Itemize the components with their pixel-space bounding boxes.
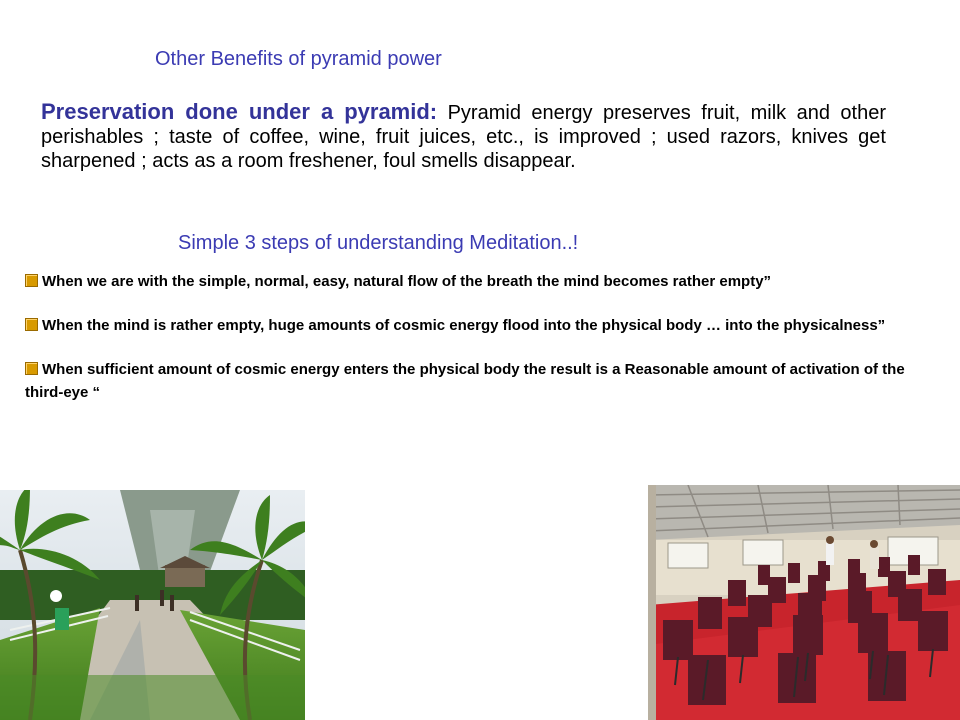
meditation-steps-list [25,270,925,425]
section-title-benefits: Other Benefits of pyramid power [155,48,442,70]
list-item [25,270,925,293]
square-bullet-icon [25,318,38,331]
step-text: When the mind is rather empty, huge amounts of cosmic energy flood into the physical body … into the physicalness” [42,317,886,334]
meditation-hall-photo [648,485,960,720]
preservation-lead: Preservation done under a pyramid: [41,99,438,124]
square-bullet-icon [25,362,38,375]
step-text: When we are with the simple, normal, easy, natural flow of the breath the mind becomes rather empty” [42,273,772,290]
preservation-paragraph [41,100,886,173]
section-title-meditation: Simple 3 steps of understanding Meditation..! [178,232,579,254]
list-item [25,314,925,337]
square-bullet-icon [25,274,38,287]
preservation-body: Pyramid energy preserves fruit, milk and other perishables ; taste of coffee, wine, fruit juices, etc., is improved ; used razors, knives get sharpened ; acts as a room freshener, foul smells disappear. [41,102,887,172]
list-item [25,358,925,404]
garden-photo [0,490,305,720]
step-text: When sufficient amount of cosmic energy enters the physical body the result is a Reasonable amount of activation of the third-eye “ [25,361,905,401]
